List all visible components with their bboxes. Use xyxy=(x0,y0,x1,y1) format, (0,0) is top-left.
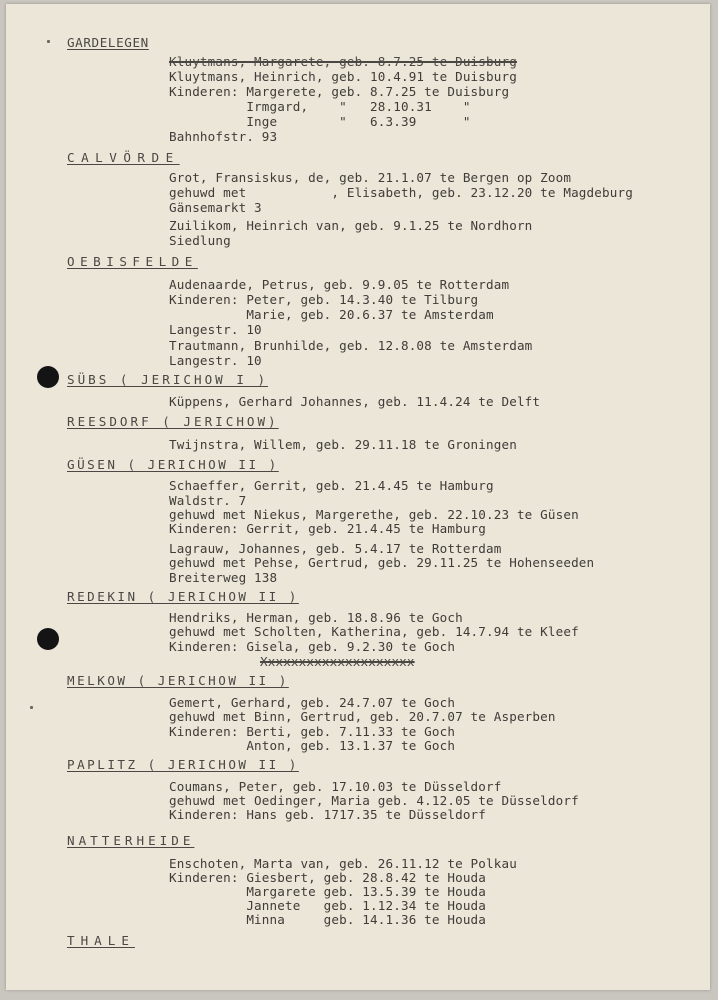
record-line: Kinderen: Hans geb. 1717.35 te Düsseldorf xyxy=(169,807,487,822)
record-line: Trautmann, Brunhilde, geb. 12.8.08 te Amsterdam xyxy=(169,338,533,353)
struck-line: Xxxxxxxxxxxxxxxxxxxx xyxy=(260,654,415,669)
struck-line: Kluytmans, Margarete, geb. 8.7.25 te Duisburg xyxy=(169,54,517,69)
record-line: Kluytmans, Heinrich, geb. 10.4.91 te Duisburg xyxy=(169,69,517,84)
place-heading: REDEKIN ( JERICHOW II ) xyxy=(67,589,299,604)
place-heading: CALVÖRDE xyxy=(67,150,180,165)
place-heading: SÜBS ( JERICHOW I ) xyxy=(67,372,269,387)
record-line: Breiterweg 138 xyxy=(169,570,278,585)
record-line: Bahnhofstr. 93 xyxy=(169,129,278,144)
place-heading: THALE xyxy=(67,933,135,948)
record-line: Kinderen: Giesbert, geb. 28.8.42 te Houda xyxy=(169,870,487,885)
record-line: Jannete geb. 1.12.34 te Houda xyxy=(169,898,487,913)
record-line: gehuwd met Binn, Gertrud, geb. 20.7.07 te Asperben xyxy=(169,709,556,724)
record-line: Irmgard, " 28.10.31 " xyxy=(169,99,471,114)
record-line: Kinderen: Peter, geb. 14.3.40 te Tilburg xyxy=(169,292,479,307)
record-line: Gemert, Gerhard, geb. 24.7.07 te Goch xyxy=(169,695,456,710)
place-heading: NATTERHEIDE xyxy=(67,833,195,848)
paper-speck xyxy=(47,40,50,43)
punch-hole-bottom xyxy=(37,628,59,650)
place-heading: MELKOW ( JERICHOW II ) xyxy=(67,673,289,688)
place-heading: GÜSEN ( JERICHOW II ) xyxy=(67,457,279,472)
record-line: Coumans, Peter, geb. 17.10.03 te Düsseldorf xyxy=(169,779,502,794)
record-line: gehuwd met Oedinger, Maria geb. 4.12.05 te Düsseldorf xyxy=(169,793,579,808)
place-heading: PAPLITZ ( JERICHOW II ) xyxy=(67,757,299,772)
record-line: Grot, Fransiskus, de, geb. 21.1.07 te Bergen op Zoom xyxy=(169,170,572,185)
record-line: Kinderen: Gerrit, geb. 21.4.45 te Hamburg xyxy=(169,521,487,536)
record-line: Langestr. 10 xyxy=(169,353,262,368)
record-line: Inge " 6.3.39 " xyxy=(169,114,471,129)
record-line: Margarete geb. 13.5.39 te Houda xyxy=(169,884,487,899)
record-line: gehuwd met , Elisabeth, geb. 23.12.20 te Magdeburg xyxy=(169,185,633,200)
record-line: Minna geb. 14.1.36 te Houda xyxy=(169,912,487,927)
record-line: Twijnstra, Willem, geb. 29.11.18 te Groningen xyxy=(169,437,517,452)
record-line: gehuwd met Niekus, Margerethe, geb. 22.10.23 te Güsen xyxy=(169,507,579,522)
record-line: Gänsemarkt 3 xyxy=(169,200,262,215)
record-line: Schaeffer, Gerrit, geb. 21.4.45 te Hamburg xyxy=(169,478,494,493)
record-line: Audenaarde, Petrus, geb. 9.9.05 te Rotterdam xyxy=(169,277,510,292)
place-heading: GARDELEGEN xyxy=(67,35,149,50)
document-page xyxy=(6,4,710,990)
record-line: Kinderen: Margerete, geb. 8.7.25 te Duisburg xyxy=(169,84,510,99)
record-line: Siedlung xyxy=(169,233,231,248)
record-line: Anton, geb. 13.1.37 te Goch xyxy=(169,738,456,753)
record-line: Marie, geb. 20.6.37 te Amsterdam xyxy=(169,307,494,322)
place-heading: REESDORF ( JERICHOW) xyxy=(67,414,279,429)
record-line: Hendriks, Herman, geb. 18.8.96 te Goch xyxy=(169,610,463,625)
record-line: Enschoten, Marta van, geb. 26.11.12 te Polkau xyxy=(169,856,517,871)
place-heading: OEBISFELDE xyxy=(67,254,198,269)
record-line: Lagrauw, Johannes, geb. 5.4.17 te Rotterdam xyxy=(169,541,502,556)
punch-hole-top xyxy=(37,366,59,388)
record-line: Langestr. 10 xyxy=(169,322,262,337)
record-line: Waldstr. 7 xyxy=(169,493,247,508)
record-line: gehuwd met Pehse, Gertrud, geb. 29.11.25 te Hohenseeden xyxy=(169,555,595,570)
record-line: gehuwd met Scholten, Katherina, geb. 14.7.94 te Kleef xyxy=(169,624,579,639)
record-line: Kinderen: Gisela, geb. 9.2.30 te Goch xyxy=(169,639,456,654)
record-line: Kinderen: Berti, geb. 7.11.33 te Goch xyxy=(169,724,456,739)
record-line: Küppens, Gerhard Johannes, geb. 11.4.24 te Delft xyxy=(169,394,541,409)
paper-speck xyxy=(30,706,33,709)
record-line: Zuilikom, Heinrich van, geb. 9.1.25 te Nordhorn xyxy=(169,218,533,233)
